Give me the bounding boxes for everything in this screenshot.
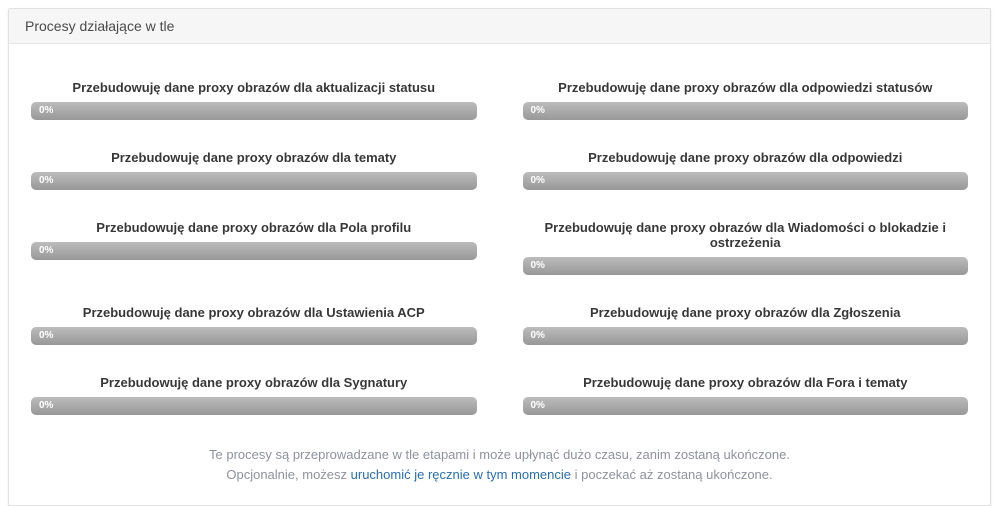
process-label: Przebudowuję dane proxy obrazów dla aktualizacji statusu bbox=[72, 80, 436, 95]
process-label: Przebudowuję dane proxy obrazów dla Fora i tematy bbox=[583, 375, 908, 390]
progress-percent-label: 0% bbox=[39, 400, 54, 411]
process-item bbox=[523, 375, 969, 415]
progress-bar bbox=[31, 397, 477, 415]
progress-percent-label: 0% bbox=[39, 175, 54, 186]
process-item bbox=[523, 220, 969, 275]
process-item bbox=[31, 375, 477, 415]
process-item bbox=[523, 305, 969, 345]
footer-line2-text-before: Opcjonalnie, możesz bbox=[226, 467, 351, 482]
background-processes-panel bbox=[8, 8, 991, 506]
footer-note bbox=[31, 445, 968, 485]
process-item bbox=[31, 80, 477, 120]
progress-bar bbox=[31, 327, 477, 345]
progress-bar bbox=[523, 172, 969, 190]
process-label: Przebudowuję dane proxy obrazów dla Zgłoszenia bbox=[589, 305, 901, 320]
run-manually-link[interactable]: uruchomić je ręcznie w tym momencie bbox=[350, 467, 571, 482]
progress-bar bbox=[31, 102, 477, 120]
progress-bar bbox=[523, 257, 969, 275]
process-item bbox=[523, 80, 969, 120]
process-label: Przebudowuję dane proxy obrazów dla odpowiedzi statusów bbox=[558, 80, 933, 95]
process-item bbox=[31, 220, 477, 275]
process-label: Przebudowuję dane proxy obrazów dla Wiadomości o blokadzie i ostrzeżenia bbox=[544, 220, 946, 250]
process-label: Przebudowuję dane proxy obrazów dla tematy bbox=[111, 150, 397, 165]
progress-percent-label: 0% bbox=[39, 105, 54, 116]
progress-bar bbox=[523, 397, 969, 415]
progress-bar bbox=[31, 172, 477, 190]
process-item bbox=[31, 150, 477, 190]
panel-body bbox=[9, 44, 990, 505]
progress-percent-label: 0% bbox=[530, 175, 545, 186]
process-label: Przebudowuję dane proxy obrazów dla Sygnatury bbox=[100, 375, 408, 390]
progress-percent-label: 0% bbox=[530, 400, 545, 411]
process-label: Przebudowuję dane proxy obrazów dla odpowiedzi bbox=[588, 150, 903, 165]
footer-line2 bbox=[31, 465, 968, 485]
progress-percent-label: 0% bbox=[39, 330, 54, 341]
progress-bar bbox=[523, 327, 969, 345]
progress-bar bbox=[31, 242, 477, 260]
process-label: Przebudowuję dane proxy obrazów dla Ustawienia ACP bbox=[82, 305, 425, 320]
process-item bbox=[31, 305, 477, 345]
footer-line2-text-after: i poczekać aż zostaną ukończone. bbox=[571, 467, 773, 482]
progress-percent-label: 0% bbox=[39, 245, 54, 256]
progress-percent-label: 0% bbox=[530, 260, 545, 271]
progress-percent-label: 0% bbox=[530, 105, 545, 116]
footer-line1: Te procesy są przeprowadzane w tle etapami i może upłynąć dużo czasu, zanim zostaną ukończone. bbox=[209, 447, 790, 462]
process-item bbox=[523, 150, 969, 190]
progress-bar bbox=[523, 102, 969, 120]
process-grid bbox=[31, 80, 968, 445]
process-label: Przebudowuję dane proxy obrazów dla Pola profilu bbox=[96, 220, 412, 235]
panel-title: Procesy działające w tle bbox=[9, 9, 990, 44]
progress-percent-label: 0% bbox=[530, 330, 545, 341]
